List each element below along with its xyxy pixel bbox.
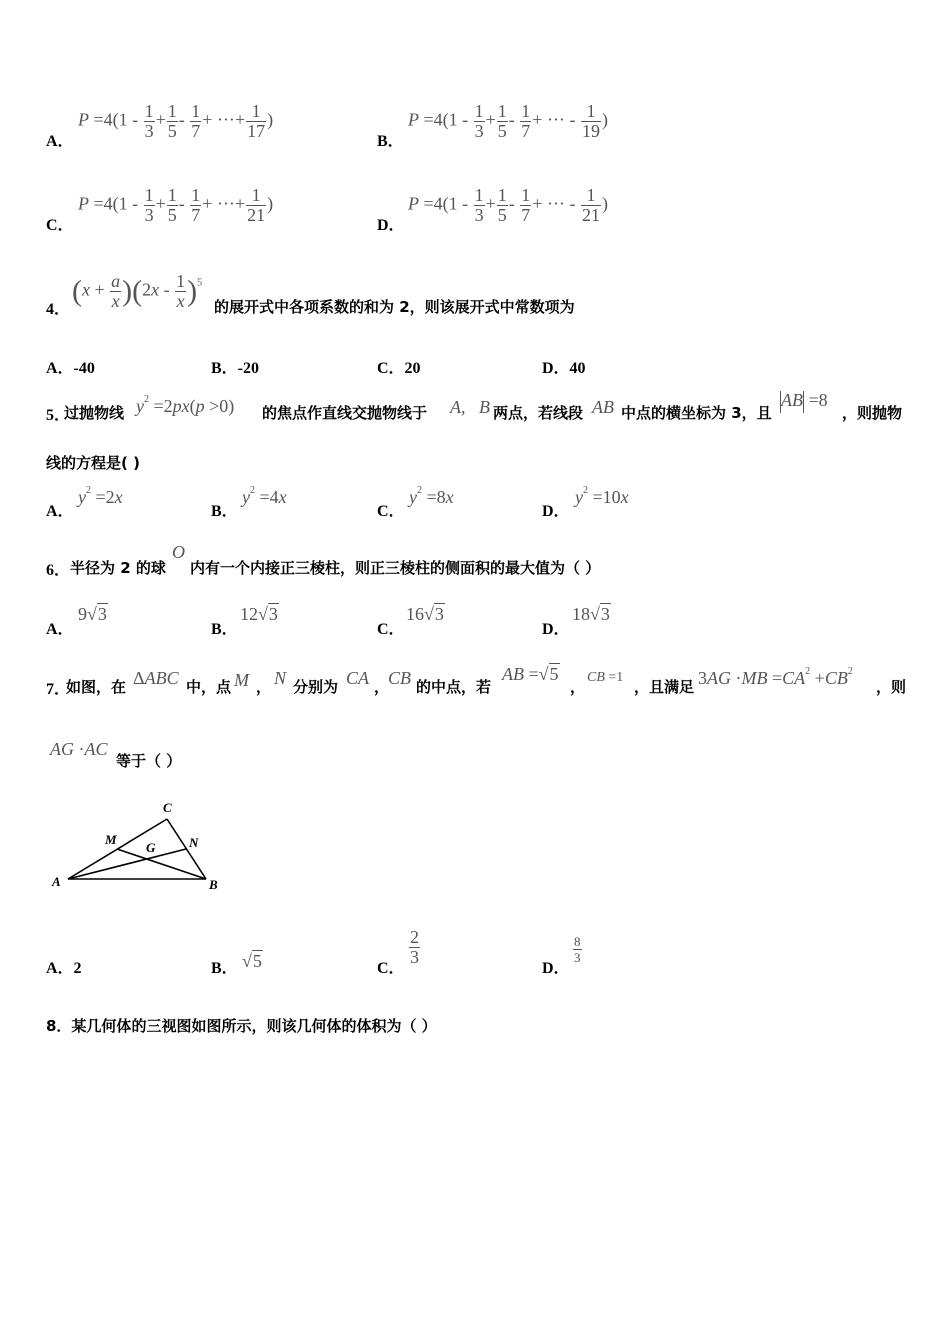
formula-ab: AB =√5 <box>502 664 559 684</box>
option-formula: $y^2 =2x$ <box>78 485 123 507</box>
label-n: N <box>189 835 199 850</box>
formula: (x + $\frac{a}{x}$ )(2x - $\frac{1}{x}$ )$^5$ <box>72 271 203 311</box>
option-label: C． <box>377 503 405 520</box>
question-text: 两点，若线段 <box>493 404 584 422</box>
formula: P =4(1 - $\frac{1}{3}$ + $\frac{1}{5}$ - $\frac{1}{7}$ + ···+ $\frac{1}{21}$ ) <box>78 185 274 225</box>
option-formula: 16√3 <box>406 604 444 624</box>
formula: P =4(1 - $\frac{1}{3}$ + $\frac{1}{5}$ - $\frac{1}{7}$ + ··· - $\frac{1}{19}$ ) <box>408 101 608 141</box>
question-text: ，则抛物 <box>842 404 903 422</box>
label-m: M <box>105 832 117 847</box>
option-a: A．-40 <box>46 360 95 377</box>
option-label: A． <box>46 503 74 520</box>
question-text: 8．某几何体的三视图如图所示，则该几何体的体积为（ ） <box>46 1017 437 1035</box>
formula-segment: AB <box>592 397 614 417</box>
option-formula: $y^2 =10x$ <box>575 485 629 507</box>
formula-m: M <box>234 670 249 690</box>
option-label: B． <box>211 503 238 520</box>
option-c: C． <box>377 960 405 977</box>
option-label: D． <box>377 217 405 234</box>
question-number: 5． <box>46 407 71 424</box>
option-label: A． <box>46 133 74 150</box>
option-d: D． <box>542 960 570 977</box>
option-label: D． <box>542 621 570 638</box>
option-label: B． <box>211 621 238 638</box>
question-number: 7． <box>46 681 71 698</box>
formula-sphere: O <box>172 542 185 562</box>
formula-n: N <box>274 668 287 688</box>
label-a: A <box>52 874 61 889</box>
question-text: 的展开式中各项系数的和为 2，则该展开式中常数项为 <box>214 298 575 316</box>
question-text: ，则 <box>876 678 907 696</box>
option-formula: 12√3 <box>240 604 278 624</box>
option-formula: 9√3 <box>78 604 107 624</box>
formula-triangle: ΔABC <box>133 668 179 688</box>
formula-cb-len: CB =1 <box>587 670 624 685</box>
option-label: B． <box>377 133 404 150</box>
formula-ag-ac: AG ·AC <box>50 739 108 759</box>
option-a: A．2 <box>46 960 82 977</box>
formula-ca: CA <box>346 668 370 688</box>
question-text: 内有一个内接正三棱柱，则正三棱柱的侧面积的最大值为（ ） <box>190 559 601 577</box>
option-b: B．-20 <box>211 360 260 377</box>
formula-points: A, B <box>450 397 490 417</box>
formula-cb: CB <box>388 668 412 688</box>
formula-parabola: $y^2 =2px(p >0)$ <box>136 394 235 416</box>
label-g: G <box>146 840 156 855</box>
question-text: 的中点，若 <box>416 678 492 696</box>
option-c-formula: $\frac{2}{3}$ <box>410 927 419 967</box>
question-text: 分别为 <box>293 678 339 696</box>
option-d-formula: $\frac{8}{3}$ <box>574 934 581 965</box>
option-d: D．40 <box>542 360 586 377</box>
question-text: 的焦点作直线交抛物线于 <box>262 404 428 422</box>
question-text: ， <box>256 678 272 696</box>
formula-length: AB =8 <box>780 390 828 413</box>
question-text: 中，点 <box>186 678 232 696</box>
question-number: 6． <box>46 562 71 579</box>
option-formula: 18√3 <box>572 604 610 624</box>
question-text: ， <box>570 678 586 696</box>
formula: P =4(1 - $\frac{1}{3}$ + $\frac{1}{5}$ - $\frac{1}{7}$ + ···+ $\frac{1}{17}$ ) <box>78 101 274 141</box>
option-formula: $y^2 =8x$ <box>409 485 454 507</box>
question-text: 半径为 2 的球 <box>70 559 166 577</box>
option-label: D． <box>542 503 570 520</box>
option-label: A． <box>46 621 74 638</box>
option-label: C． <box>377 621 405 638</box>
question-text: 如图，在 <box>66 678 127 696</box>
formula: P =4(1 - $\frac{1}{3}$ + $\frac{1}{5}$ - $\frac{1}{7}$ + ··· - $\frac{1}{21}$ ) <box>408 185 608 225</box>
question-text: 过抛物线 <box>64 404 125 422</box>
triangle-figure <box>46 795 236 895</box>
option-c: C．20 <box>377 360 421 377</box>
question-number: 4． <box>46 301 71 318</box>
question-text: 线的方程是( ) <box>46 454 140 472</box>
question-text: ， <box>374 678 390 696</box>
question-text: 中点的横坐标为 3，且 <box>621 404 772 422</box>
label-c: C <box>163 800 172 815</box>
option-b-formula: √5 <box>242 951 262 971</box>
option-b: B． <box>211 960 238 977</box>
formula-condition: $3AG \cdot MB =CA^2 +CB^2$ <box>698 666 853 688</box>
option-formula: $y^2 =4x$ <box>242 485 287 507</box>
question-text: ，且满足 <box>634 678 695 696</box>
question-text: 等于（ ） <box>116 752 182 770</box>
label-b: B <box>209 877 218 892</box>
option-label: C． <box>46 217 74 234</box>
